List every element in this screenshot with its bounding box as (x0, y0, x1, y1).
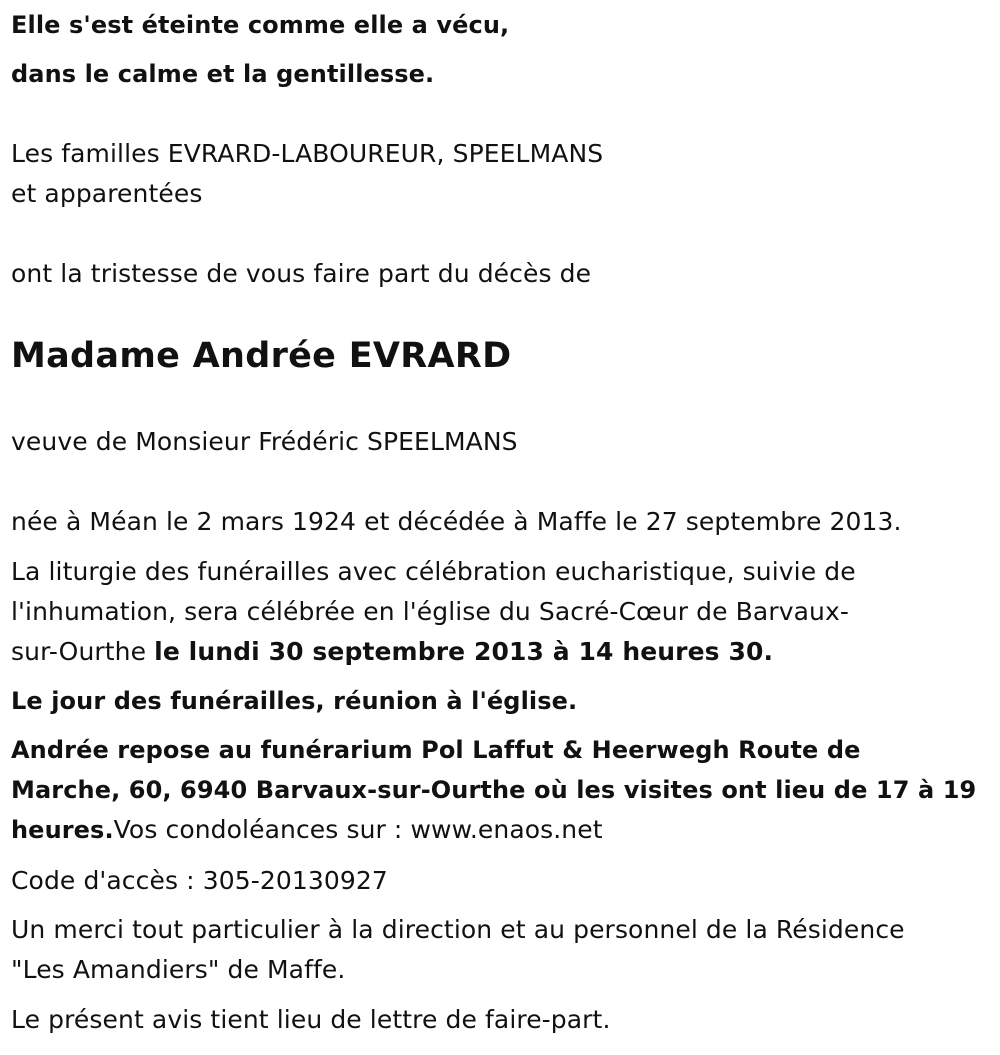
repose-hours: heures. (11, 816, 114, 844)
epigraph-line-2: dans le calme et la gentillesse. (11, 60, 435, 88)
announcement-text: ont la tristesse de vous faire part du décès de (11, 259, 592, 288)
repose-line-2: Marche, 60, 6940 Barvaux-sur-Ourthe où les visites ont lieu de 17 à 19 (11, 776, 977, 804)
meeting-text: Le jour des funérailles, réunion à l'église. (11, 687, 578, 715)
liturgy-line-1: La liturgie des funérailles avec célébration eucharistique, suivie de (11, 557, 856, 586)
families-line-2: et apparentées (11, 179, 203, 208)
spouse-text: veuve de Monsieur Frédéric SPEELMANS (11, 427, 518, 456)
thanks-line-2: "Les Amandiers" de Maffe. (11, 955, 346, 984)
liturgy-datetime: le lundi 30 septembre 2013 à 14 heures 30. (154, 637, 774, 666)
deceased-name: Madame Andrée EVRARD (11, 336, 512, 376)
repose-line-1: Andrée repose au funérarium Pol Laffut & Heerwegh Route de (11, 736, 861, 764)
repose-line-3 (11, 815, 603, 845)
condolences-text: Vos condoléances sur : www.enaos.net (113, 815, 603, 844)
access-code-text: Code d'accès : 305-20130927 (11, 866, 388, 895)
closing-text: Le présent avis tient lieu de lettre de faire-part. (11, 1005, 611, 1034)
families-line-1: Les familles EVRARD-LABOUREUR, SPEELMANS (11, 139, 604, 168)
thanks-line-1: Un merci tout particulier à la direction et au personnel de la Résidence (11, 915, 905, 944)
liturgy-location-text: sur-Ourthe (11, 637, 155, 666)
birth-death-text: née à Méan le 2 mars 1924 et décédée à Maffe le 27 septembre 2013. (11, 507, 902, 536)
epigraph-line-1: Elle s'est éteinte comme elle a vécu, (11, 11, 510, 39)
liturgy-line-2: l'inhumation, sera célébrée en l'église du Sacré-Cœur de Barvaux- (11, 597, 849, 626)
liturgy-line-3 (11, 637, 773, 667)
